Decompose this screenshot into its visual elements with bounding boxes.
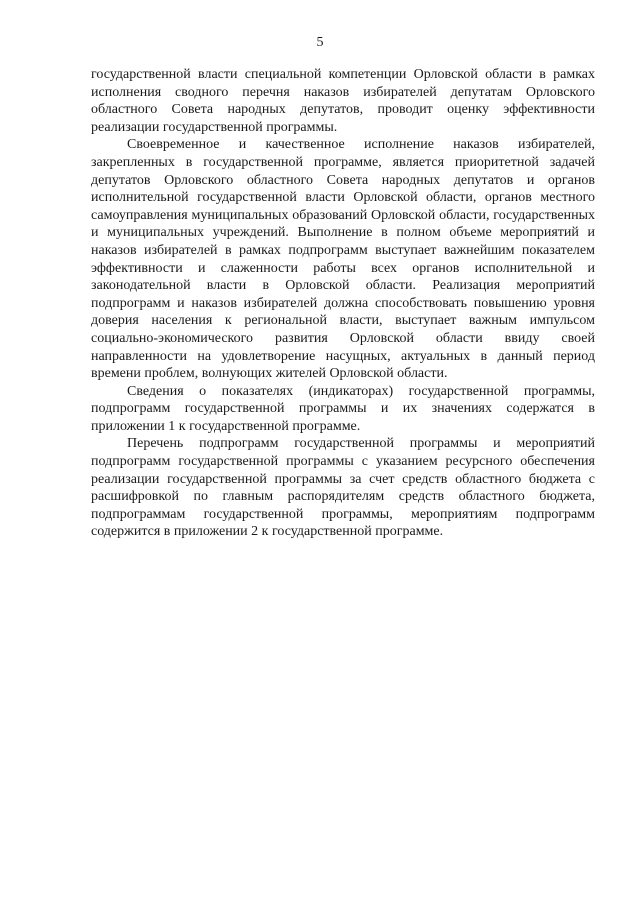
paragraph-continuation: государственной власти специальной компетенции Орловской области в рамках исполнения сводного перечня наказов избирателей депутатам Орловского областного Совета народных депутатов, проводит оценку эффективности реализации государственной программы. [91,67,595,135]
paragraph-subprograms-list: Перечень подпрограмм государственной программы и мероприятий подпрограмм государственной программы с указанием ресурсного обеспечения реализации государственной программы за счет средств областного бюджета с расшифровкой по главным распорядителям средств областного бюджета, подпрограммам государственной программы, мероприятиям подпрограмм содержится в приложении 2 к государственной программе. [91,436,595,540]
page-number: 5 [316,35,324,50]
paragraph-indicators: Сведения о показателях (индикаторах) государственной программы, подпрограмм государственной программы и их значениях содержатся в приложении 1 к государственной программе. [91,383,595,434]
document-body [91,66,595,541]
paragraph-voter-mandates: Своевременное и качественное исполнение наказов избирателей, закрепленных в государственной программе, является приоритетной задачей депутатов Орловского областного Совета народных депутатов и органов исполнительной государственной власти Орловской области, органов местного самоуправления муниципальных образований Орловской области, государственных и муниципальных учреждений. Выполнение в полном объеме мероприятий и наказов избирателей в рамках подпрограмм выступает важнейшим показателем эффективности и слаженности работы всех органов исполнительной и законодательной власти в Орловской области. Реализация мероприятий подпрограмм и наказов избирателей должна способствовать повышению уровня доверия населения к региональной власти, выступает важным импульсом социально-экономического развития Орловской области ввиду своей направленности на удовлетворение насущных, актуальных в данный период времени проблем, волнующих жителей Орловской области. [91,137,595,382]
